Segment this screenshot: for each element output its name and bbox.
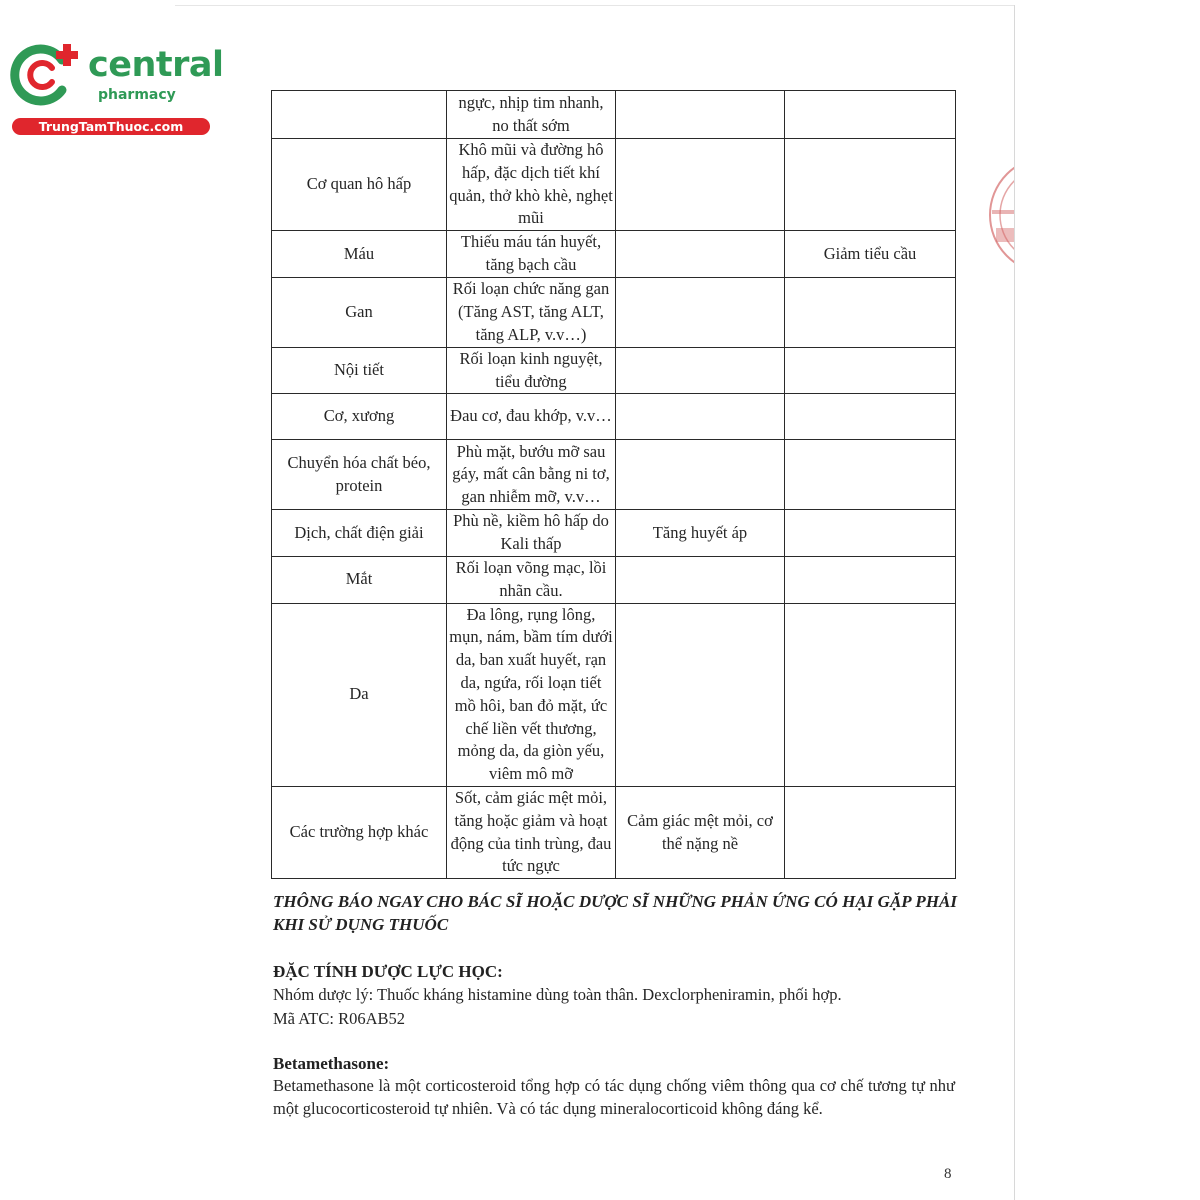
pharmacy-cross-icon: [10, 38, 90, 110]
uncommon-effect-cell: [616, 231, 785, 278]
page-edge: [175, 5, 1015, 6]
uncommon-effect-cell: [616, 603, 785, 786]
organ-cell: Cơ quan hô hấp: [272, 139, 447, 231]
table-row: [272, 139, 956, 231]
betamethasone-title: Betamethasone:: [273, 1054, 390, 1073]
organ-cell: Dịch, chất điện giải: [272, 510, 447, 557]
rare-effect-cell: [785, 556, 956, 603]
common-effect-cell: Rối loạn võng mạc, lồi nhãn cầu.: [447, 556, 616, 603]
rare-effect-cell: [785, 139, 956, 231]
organ-cell: Máu: [272, 231, 447, 278]
table-row: [272, 556, 956, 603]
table-row: [272, 91, 956, 139]
common-effect-cell: Rối loạn kinh nguyệt, tiểu đường: [447, 347, 616, 394]
organ-cell: Da: [272, 603, 447, 786]
page-edge: [1014, 5, 1015, 1200]
rare-effect-cell: [785, 347, 956, 394]
logo-subtitle: pharmacy: [98, 87, 176, 103]
organ-cell: Nội tiết: [272, 347, 447, 394]
atc-code-line: Mã ATC: R06AB52: [273, 1009, 406, 1028]
rare-effect-cell: [785, 786, 956, 878]
pharmacodynamics-title: ĐẶC TÍNH DƯỢC LỰC HỌC:: [273, 962, 503, 981]
table-row: [272, 786, 956, 878]
side-effects-table: [271, 90, 956, 879]
uncommon-effect-cell: [616, 139, 785, 231]
common-effect-cell: ngực, nhịp tim nhanh, no thất sớm: [447, 91, 616, 139]
table-row: [272, 603, 956, 786]
rare-effect-cell: [785, 91, 956, 139]
common-effect-cell: Đa lông, rụng lông, mụn, nám, bầm tím dưới da, ban xuất huyết, rạn da, ngứa, rối loạn tiết mồ hôi, ban đỏ mặt, ức chế liền vết thương, mỏng da, da giòn yếu, viêm mô mỡ: [447, 603, 616, 786]
rare-effect-cell: Giảm tiểu cầu: [785, 231, 956, 278]
organ-cell: Gan: [272, 277, 447, 347]
central-pharmacy-logo[interactable]: [10, 38, 224, 138]
rare-effect-cell: [785, 440, 956, 510]
uncommon-effect-cell: [616, 347, 785, 394]
logo-site-link[interactable]: TrungTamThuoc.com: [12, 118, 210, 135]
rare-effect-cell: [785, 603, 956, 786]
common-effect-cell: Đau cơ, đau khớp, v.v…: [447, 394, 616, 440]
table-row: [272, 394, 956, 440]
organ-cell: Chuyển hóa chất béo, protein: [272, 440, 447, 510]
organ-cell: Cơ, xương: [272, 394, 447, 440]
common-effect-cell: Khô mũi và đường hô hấp, đặc dịch tiết khí quản, thở khò khè, nghẹt mũi: [447, 139, 616, 231]
logo-brand: central: [88, 45, 224, 85]
pharmacological-group-line: Nhóm dược lý: Thuốc kháng histamine dùng toàn thân. Dexclorpheniramin, phối hợp.: [273, 985, 842, 1004]
uncommon-effect-cell: [616, 394, 785, 440]
uncommon-effect-cell: [616, 277, 785, 347]
uncommon-effect-cell: Cảm giác mệt mỏi, cơ thể nặng nề: [616, 786, 785, 878]
common-effect-cell: Sốt, cảm giác mệt mỏi, tăng hoặc giảm và hoạt động của tinh trùng, đau tức ngực: [447, 786, 616, 878]
common-effect-cell: Phù mặt, bướu mỡ sau gáy, mất cân bằng ni tơ, gan nhiễm mỡ, v.v…: [447, 440, 616, 510]
rare-effect-cell: [785, 510, 956, 557]
uncommon-effect-cell: Tăng huyết áp: [616, 510, 785, 557]
uncommon-effect-cell: [616, 440, 785, 510]
table-row: [272, 347, 956, 394]
betamethasone-paragraph: Betamethasone là một corticosteroid tổng hợp có tác dụng chống viêm thông qua cơ chế tương tự như một glucocorticosteroid tự nhiên. Và có tác dụng mineralocorticoid không đáng kể.: [273, 1076, 955, 1118]
organ-cell: Các trường hợp khác: [272, 786, 447, 878]
common-effect-cell: Rối loạn chức năng gan (Tăng AST, tăng ALT, tăng ALP, v.v…): [447, 277, 616, 347]
table-row: [272, 231, 956, 278]
page-number: 8: [944, 1166, 952, 1182]
table-row: [272, 277, 956, 347]
table-row: [272, 440, 956, 510]
uncommon-effect-cell: [616, 556, 785, 603]
uncommon-effect-cell: [616, 91, 785, 139]
rare-effect-cell: [785, 394, 956, 440]
adverse-reaction-notice: THÔNG BÁO NGAY CHO BÁC SĨ HOẶC DƯỢC SĨ NHỮNG PHẢN ỨNG CÓ HẠI GẶP PHẢI KHI SỬ DỤNG THUỐC: [273, 892, 957, 934]
rare-effect-cell: [785, 277, 956, 347]
table-row: [272, 510, 956, 557]
common-effect-cell: Thiếu máu tán huyết, tăng bạch cầu: [447, 231, 616, 278]
stamp-fragment: [988, 140, 1014, 290]
common-effect-cell: Phù nề, kiềm hô hấp do Kali thấp: [447, 510, 616, 557]
organ-cell: [272, 91, 447, 139]
organ-cell: Mắt: [272, 556, 447, 603]
